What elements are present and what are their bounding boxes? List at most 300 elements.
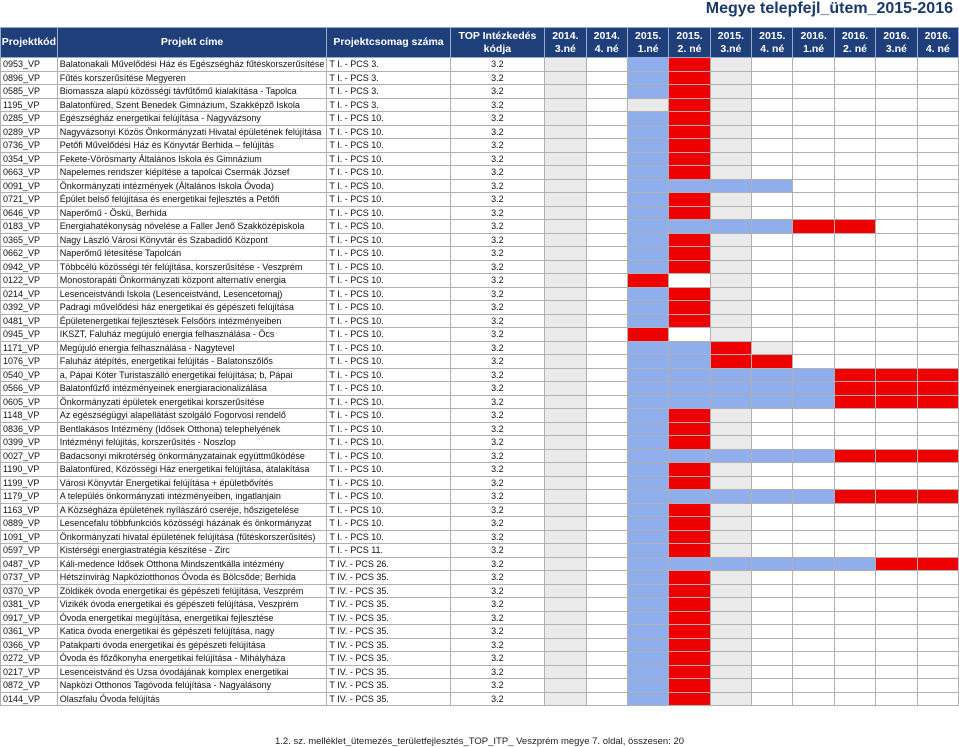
schedule-cell — [793, 638, 834, 652]
schedule-cell — [545, 179, 586, 193]
schedule-cell — [669, 679, 710, 693]
header-pkg: Projektcsomag száma — [327, 28, 450, 58]
schedule-cell — [669, 98, 710, 112]
table-row — [1, 530, 959, 544]
schedule-cell — [710, 584, 751, 598]
table-row — [1, 395, 959, 409]
project-name: Nagyvázsonyi Közös Önkormányzati Hivatal épületének felújítása — [57, 125, 327, 139]
schedule-cell — [752, 301, 793, 315]
schedule-cell — [586, 490, 627, 504]
schedule-cell — [793, 301, 834, 315]
project-name: Óvoda és főzőkonyha energetikai felújítása - Mihályháza — [57, 652, 327, 666]
schedule-cell — [669, 71, 710, 85]
schedule-cell — [834, 638, 875, 652]
schedule-cell — [876, 449, 917, 463]
schedule-cell — [545, 449, 586, 463]
table-row — [1, 341, 959, 355]
schedule-cell — [669, 112, 710, 126]
project-code: 1091_VP — [1, 530, 58, 544]
schedule-cell — [669, 125, 710, 139]
schedule-cell — [586, 314, 627, 328]
schedule-cell — [917, 463, 958, 477]
schedule-cell — [627, 112, 668, 126]
project-package: T I. - PCS 10. — [327, 463, 450, 477]
project-code: 0896_VP — [1, 71, 58, 85]
top-code: 3.2 — [450, 571, 545, 585]
project-package: T I. - PCS 10. — [327, 152, 450, 166]
schedule-cell — [793, 611, 834, 625]
top-code: 3.2 — [450, 409, 545, 423]
schedule-cell — [669, 193, 710, 207]
schedule-cell — [545, 206, 586, 220]
table-row — [1, 692, 959, 706]
schedule-cell — [876, 557, 917, 571]
schedule-cell — [545, 314, 586, 328]
project-package: T I. - PCS 11. — [327, 544, 450, 558]
schedule-cell — [834, 220, 875, 234]
schedule-cell — [834, 233, 875, 247]
schedule-cell — [586, 436, 627, 450]
schedule-cell — [586, 85, 627, 99]
schedule-cell — [876, 530, 917, 544]
project-package: T I. - PCS 10. — [327, 166, 450, 180]
project-code: 0285_VP — [1, 112, 58, 126]
schedule-cell — [669, 517, 710, 531]
project-package: T I. - PCS 10. — [327, 179, 450, 193]
schedule-cell — [752, 247, 793, 261]
schedule-cell — [586, 476, 627, 490]
project-code: 0144_VP — [1, 692, 58, 706]
table-row — [1, 98, 959, 112]
schedule-cell — [545, 274, 586, 288]
schedule-cell — [876, 179, 917, 193]
project-code: 0487_VP — [1, 557, 58, 571]
table-row — [1, 152, 959, 166]
schedule-cell — [876, 301, 917, 315]
table-row — [1, 355, 959, 369]
schedule-cell — [876, 220, 917, 234]
project-name: A Községháza épületének nyílászáró cseréje, hőszigetelése — [57, 503, 327, 517]
schedule-cell — [586, 652, 627, 666]
project-code: 0721_VP — [1, 193, 58, 207]
schedule-cell — [917, 139, 958, 153]
schedule-cell — [710, 112, 751, 126]
schedule-cell — [669, 355, 710, 369]
schedule-cell — [834, 328, 875, 342]
project-name: Többcélú közösségi tér felújítása, korszerűsítése - Veszprém — [57, 260, 327, 274]
schedule-cell — [586, 665, 627, 679]
schedule-cell — [876, 409, 917, 423]
project-code: 0737_VP — [1, 571, 58, 585]
schedule-cell — [793, 274, 834, 288]
schedule-cell — [834, 463, 875, 477]
schedule-cell — [917, 449, 958, 463]
schedule-cell — [876, 625, 917, 639]
schedule-cell — [710, 557, 751, 571]
schedule-cell — [710, 422, 751, 436]
project-package: T IV. - PCS 35. — [327, 679, 450, 693]
schedule-cell — [876, 139, 917, 153]
schedule-cell — [545, 476, 586, 490]
table-row — [1, 557, 959, 571]
schedule-cell — [793, 139, 834, 153]
schedule-cell — [545, 260, 586, 274]
schedule-cell — [627, 530, 668, 544]
project-package: T I. - PCS 10. — [327, 490, 450, 504]
schedule-cell — [917, 598, 958, 612]
schedule-cell — [545, 503, 586, 517]
schedule-cell — [710, 341, 751, 355]
top-code: 3.2 — [450, 179, 545, 193]
schedule-cell — [752, 638, 793, 652]
schedule-cell — [627, 355, 668, 369]
schedule-cell — [545, 409, 586, 423]
project-package: T I. - PCS 10. — [327, 260, 450, 274]
table-row — [1, 625, 959, 639]
schedule-cell — [627, 463, 668, 477]
project-code: 0361_VP — [1, 625, 58, 639]
schedule-cell — [793, 598, 834, 612]
project-package: T I. - PCS 10. — [327, 233, 450, 247]
header-top: TOP Intézkedés kódja — [450, 28, 545, 58]
schedule-cell — [793, 517, 834, 531]
top-code: 3.2 — [450, 112, 545, 126]
schedule-cell — [669, 422, 710, 436]
table-row — [1, 503, 959, 517]
schedule-cell — [917, 98, 958, 112]
header-code: Projektkód — [1, 28, 58, 58]
schedule-cell — [917, 409, 958, 423]
schedule-cell — [752, 71, 793, 85]
schedule-cell — [917, 152, 958, 166]
project-package: T IV. - PCS 35. — [327, 611, 450, 625]
schedule-cell — [752, 85, 793, 99]
project-package: T I. - PCS 3. — [327, 71, 450, 85]
schedule-cell — [545, 490, 586, 504]
table-row — [1, 652, 959, 666]
schedule-cell — [586, 449, 627, 463]
project-code: 1199_VP — [1, 476, 58, 490]
schedule-cell — [876, 152, 917, 166]
schedule-cell — [627, 85, 668, 99]
schedule-cell — [586, 422, 627, 436]
project-name: Hétszínvirág Napköziotthonos Óvoda és Bölcsőde; Berhida — [57, 571, 327, 585]
schedule-cell — [545, 625, 586, 639]
schedule-cell — [710, 328, 751, 342]
schedule-cell — [627, 571, 668, 585]
schedule-cell — [710, 449, 751, 463]
schedule-cell — [627, 395, 668, 409]
table-row — [1, 598, 959, 612]
schedule-cell — [586, 355, 627, 369]
schedule-cell — [834, 341, 875, 355]
schedule-cell — [627, 179, 668, 193]
schedule-cell — [586, 463, 627, 477]
schedule-cell — [669, 382, 710, 396]
schedule-cell — [917, 503, 958, 517]
schedule-cell — [917, 301, 958, 315]
project-code: 0917_VP — [1, 611, 58, 625]
top-code: 3.2 — [450, 625, 545, 639]
project-name: Fűtés korszerűsítése Megyeren — [57, 71, 327, 85]
top-code: 3.2 — [450, 503, 545, 517]
schedule-cell — [545, 463, 586, 477]
schedule-cell — [710, 220, 751, 234]
schedule-cell — [627, 598, 668, 612]
schedule-cell — [545, 287, 586, 301]
project-name: Kistérségi energiastratégia készítése - Zirc — [57, 544, 327, 558]
project-package: T IV. - PCS 26. — [327, 557, 450, 571]
schedule-cell — [917, 652, 958, 666]
schedule-cell — [834, 544, 875, 558]
schedule-cell — [710, 476, 751, 490]
schedule-cell — [669, 314, 710, 328]
schedule-cell — [627, 139, 668, 153]
schedule-cell — [669, 220, 710, 234]
schedule-cell — [752, 409, 793, 423]
schedule-cell — [586, 409, 627, 423]
schedule-cell — [793, 679, 834, 693]
schedule-cell — [627, 544, 668, 558]
schedule-cell — [876, 395, 917, 409]
schedule-cell — [834, 692, 875, 706]
schedule-cell — [834, 517, 875, 531]
schedule-cell — [545, 544, 586, 558]
schedule-cell — [834, 665, 875, 679]
schedule-cell — [710, 665, 751, 679]
schedule-cell — [586, 692, 627, 706]
top-code: 3.2 — [450, 152, 545, 166]
schedule-cell — [586, 301, 627, 315]
schedule-cell — [917, 247, 958, 261]
top-code: 3.2 — [450, 274, 545, 288]
schedule-cell — [752, 517, 793, 531]
top-code: 3.2 — [450, 611, 545, 625]
project-package: T I. - PCS 10. — [327, 503, 450, 517]
top-code: 3.2 — [450, 665, 545, 679]
schedule-cell — [752, 112, 793, 126]
schedule-cell — [752, 368, 793, 382]
schedule-cell — [586, 503, 627, 517]
schedule-cell — [834, 490, 875, 504]
schedule-cell — [710, 247, 751, 261]
schedule-cell — [834, 409, 875, 423]
schedule-cell — [876, 611, 917, 625]
schedule-cell — [917, 233, 958, 247]
schedule-cell — [876, 463, 917, 477]
project-name: Balatonfűzfő intézményeinek energiaracionalizálása — [57, 382, 327, 396]
schedule-cell — [793, 179, 834, 193]
schedule-cell — [545, 193, 586, 207]
project-name: Balatonfüred, Szent Benedek Gimnázium, Szakképző Iskola — [57, 98, 327, 112]
schedule-cell — [669, 503, 710, 517]
project-name: Faluház átépítés, energetikai felújítás - Balatonszőlős — [57, 355, 327, 369]
schedule-cell — [586, 544, 627, 558]
project-code: 0646_VP — [1, 206, 58, 220]
schedule-cell — [669, 476, 710, 490]
schedule-cell — [834, 652, 875, 666]
schedule-cell — [834, 71, 875, 85]
schedule-cell — [752, 260, 793, 274]
top-code: 3.2 — [450, 476, 545, 490]
schedule-cell — [627, 98, 668, 112]
schedule-cell — [752, 166, 793, 180]
table-row — [1, 382, 959, 396]
schedule-cell — [834, 139, 875, 153]
schedule-cell — [586, 152, 627, 166]
top-code: 3.2 — [450, 341, 545, 355]
schedule-cell — [793, 557, 834, 571]
schedule-cell — [752, 625, 793, 639]
schedule-cell — [834, 503, 875, 517]
table-row — [1, 517, 959, 531]
schedule-cell — [917, 530, 958, 544]
schedule-cell — [834, 557, 875, 571]
schedule-cell — [669, 179, 710, 193]
header-quarter: 2015. 3.né — [710, 28, 751, 58]
project-package: T I. - PCS 3. — [327, 58, 450, 72]
project-package: T I. - PCS 3. — [327, 85, 450, 99]
schedule-cell — [669, 233, 710, 247]
top-code: 3.2 — [450, 71, 545, 85]
top-code: 3.2 — [450, 193, 545, 207]
schedule-cell — [917, 341, 958, 355]
table-row — [1, 301, 959, 315]
project-code: 0836_VP — [1, 422, 58, 436]
schedule-cell — [586, 139, 627, 153]
schedule-cell — [669, 247, 710, 261]
schedule-cell — [710, 395, 751, 409]
schedule-cell — [669, 544, 710, 558]
schedule-cell — [917, 112, 958, 126]
header-quarter: 2015. 2. né — [669, 28, 710, 58]
schedule-cell — [710, 98, 751, 112]
table-row — [1, 679, 959, 693]
schedule-cell — [793, 463, 834, 477]
schedule-cell — [917, 517, 958, 531]
schedule-cell — [876, 598, 917, 612]
top-code: 3.2 — [450, 652, 545, 666]
project-code: 0945_VP — [1, 328, 58, 342]
table-row — [1, 638, 959, 652]
schedule-cell — [627, 274, 668, 288]
schedule-cell — [669, 368, 710, 382]
table-row — [1, 193, 959, 207]
schedule-cell — [876, 652, 917, 666]
page-title: Megye telepfejl_ütem_2015-2016 — [705, 0, 953, 17]
schedule-cell — [627, 287, 668, 301]
schedule-cell — [627, 557, 668, 571]
project-package: T I. - PCS 10. — [327, 409, 450, 423]
schedule-cell — [752, 341, 793, 355]
schedule-cell — [627, 436, 668, 450]
table-row — [1, 206, 959, 220]
schedule-cell — [545, 328, 586, 342]
schedule-cell — [545, 584, 586, 598]
table-row — [1, 139, 959, 153]
schedule-cell — [669, 85, 710, 99]
schedule-cell — [627, 503, 668, 517]
schedule-cell — [876, 166, 917, 180]
schedule-cell — [710, 571, 751, 585]
schedule-cell — [627, 220, 668, 234]
schedule-cell — [752, 679, 793, 693]
header-name: Projekt címe — [57, 28, 327, 58]
schedule-cell — [710, 503, 751, 517]
schedule-cell — [586, 571, 627, 585]
schedule-cell — [752, 422, 793, 436]
top-code: 3.2 — [450, 328, 545, 342]
project-package: T I. - PCS 10. — [327, 355, 450, 369]
schedule-cell — [545, 382, 586, 396]
schedule-cell — [669, 449, 710, 463]
schedule-cell — [545, 517, 586, 531]
schedule-cell — [876, 71, 917, 85]
schedule-cell — [669, 139, 710, 153]
schedule-cell — [669, 341, 710, 355]
schedule-cell — [917, 490, 958, 504]
schedule-cell — [876, 544, 917, 558]
schedule-cell — [545, 139, 586, 153]
project-code: 0366_VP — [1, 638, 58, 652]
project-package: T I. - PCS 10. — [327, 449, 450, 463]
schedule-cell — [627, 679, 668, 693]
schedule-cell — [752, 503, 793, 517]
table-row — [1, 125, 959, 139]
schedule-cell — [627, 58, 668, 72]
schedule-cell — [793, 98, 834, 112]
top-code: 3.2 — [450, 233, 545, 247]
schedule-cell — [710, 463, 751, 477]
schedule-cell — [669, 530, 710, 544]
schedule-cell — [917, 274, 958, 288]
project-package: T I. - PCS 10. — [327, 422, 450, 436]
project-package: T IV. - PCS 35. — [327, 584, 450, 598]
schedule-cell — [627, 206, 668, 220]
schedule-cell — [669, 463, 710, 477]
schedule-cell — [876, 314, 917, 328]
project-package: T I. - PCS 10. — [327, 112, 450, 126]
schedule-cell — [793, 395, 834, 409]
schedule-cell — [669, 557, 710, 571]
project-name: Monostorapáti Önkormányzati központ alternatív energia — [57, 274, 327, 288]
project-name: Lesencefalu többfunkciós közösségi házának és önkormányzat — [57, 517, 327, 531]
project-name: Óvoda energetikai megújítása, energetikai fejlesztése — [57, 611, 327, 625]
project-package: T I. - PCS 10. — [327, 341, 450, 355]
schedule-cell — [586, 679, 627, 693]
top-code: 3.2 — [450, 598, 545, 612]
schedule-cell — [627, 193, 668, 207]
project-name: Intézményi felújítás, korszerűsítés - Noszlop — [57, 436, 327, 450]
schedule-cell — [834, 166, 875, 180]
top-code: 3.2 — [450, 557, 545, 571]
table-row — [1, 449, 959, 463]
schedule-cell — [710, 71, 751, 85]
project-package: T I. - PCS 10. — [327, 530, 450, 544]
project-package: T I. - PCS 10. — [327, 139, 450, 153]
project-name: Padragi művelődési ház energetikai és gépészeti felújítása — [57, 301, 327, 315]
table-row — [1, 368, 959, 382]
schedule-cell — [876, 287, 917, 301]
project-code: 0663_VP — [1, 166, 58, 180]
schedule-cell — [876, 206, 917, 220]
schedule-cell — [917, 368, 958, 382]
schedule-cell — [669, 301, 710, 315]
table-row — [1, 665, 959, 679]
project-code: 0217_VP — [1, 665, 58, 679]
schedule-cell — [627, 382, 668, 396]
schedule-cell — [752, 193, 793, 207]
